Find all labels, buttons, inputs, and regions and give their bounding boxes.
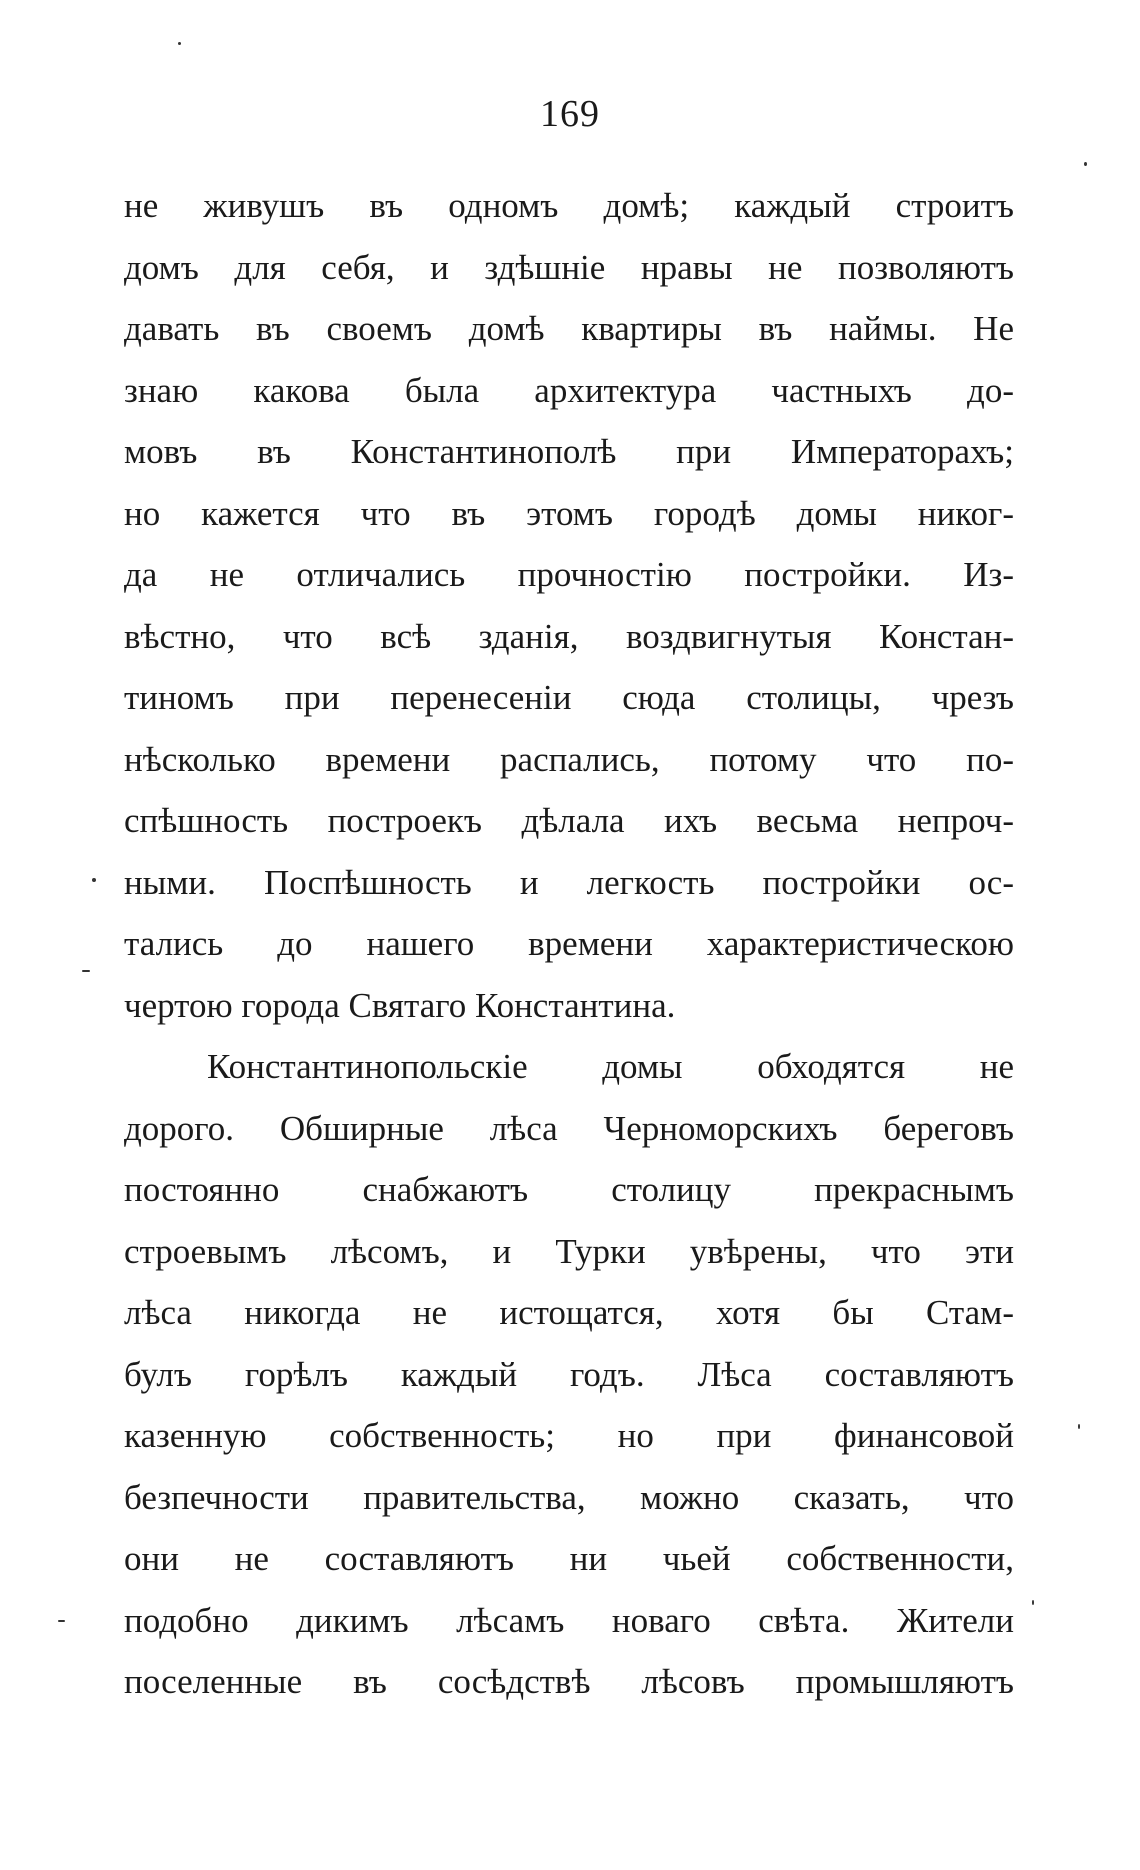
text-line: поселенные въ сосѣдствѣ лѣсовъ промышляютъ [124, 1662, 1014, 1701]
text-line: безпечности правительства, можно сказать, что [124, 1477, 1014, 1517]
scan-speck [178, 42, 181, 45]
text-line: постоянно снабжаютъ столицу прекраснымъ [124, 1170, 1014, 1209]
page-number: 169 [540, 93, 600, 135]
text-line: да не отличались прочностію постройки. Из- [124, 555, 1014, 594]
text-line: нѣсколько времени распались, потому что по- [124, 739, 1014, 779]
text-line-paragraph-start: Константинопольскіе домы обходятся не [207, 1047, 1014, 1086]
text-line: подобно дикимъ лѣсамъ новаго свѣта. Жители [124, 1600, 1014, 1640]
scan-speck [58, 1620, 65, 1622]
text-line: не живушъ въ одномъ домѣ; каждый строитъ [124, 186, 1014, 225]
text-line: строевымъ лѣсомъ, и Турки увѣрены, что эти [124, 1231, 1014, 1271]
text-line: вѣстно, что всѣ зданія, воздвигнутыя Констан- [124, 616, 1014, 656]
scan-speck [92, 878, 96, 882]
text-line: давать въ своемъ домѣ квартиры въ наймы. Не [124, 309, 1014, 348]
text-line: булъ горѣлъ каждый годъ. Лѣса составляютъ [124, 1354, 1014, 1394]
text-line: домъ для себя, и здѣшніе нравы не позволяютъ [124, 247, 1014, 287]
text-line: они не составляютъ ни чьей собственности, [124, 1539, 1014, 1578]
text-line: тиномъ при перенесеніи сюда столицы, чрезъ [124, 678, 1014, 717]
text-line: но кажется что въ этомъ городѣ домы никог- [124, 493, 1014, 533]
body-text [124, 175, 1014, 1713]
scan-speck [1084, 162, 1087, 166]
scan-speck [82, 970, 90, 972]
text-line: лѣса никогда не истощатся, хотя бы Стам- [124, 1293, 1014, 1332]
text-line: мовъ въ Константинополѣ при Императорахъ; [124, 432, 1014, 471]
scan-speck [1032, 1600, 1034, 1605]
text-line: спѣшность построекъ дѣлала ихъ весьма непроч- [124, 801, 1014, 840]
scan-speck [1078, 1424, 1080, 1429]
text-line: дорого. Обширные лѣса Черноморскихъ береговъ [124, 1108, 1014, 1148]
text-line-paragraph-end: чертою города Святаго Константина. [124, 985, 676, 1025]
text-line: ными. Поспѣшность и легкость постройки ос- [124, 862, 1014, 902]
text-line: казенную собственность; но при финансовой [124, 1416, 1014, 1455]
text-line: тались до нашего времени характеристическою [124, 924, 1014, 963]
text-line: знаю какова была архитектура частныхъ до- [124, 370, 1014, 410]
